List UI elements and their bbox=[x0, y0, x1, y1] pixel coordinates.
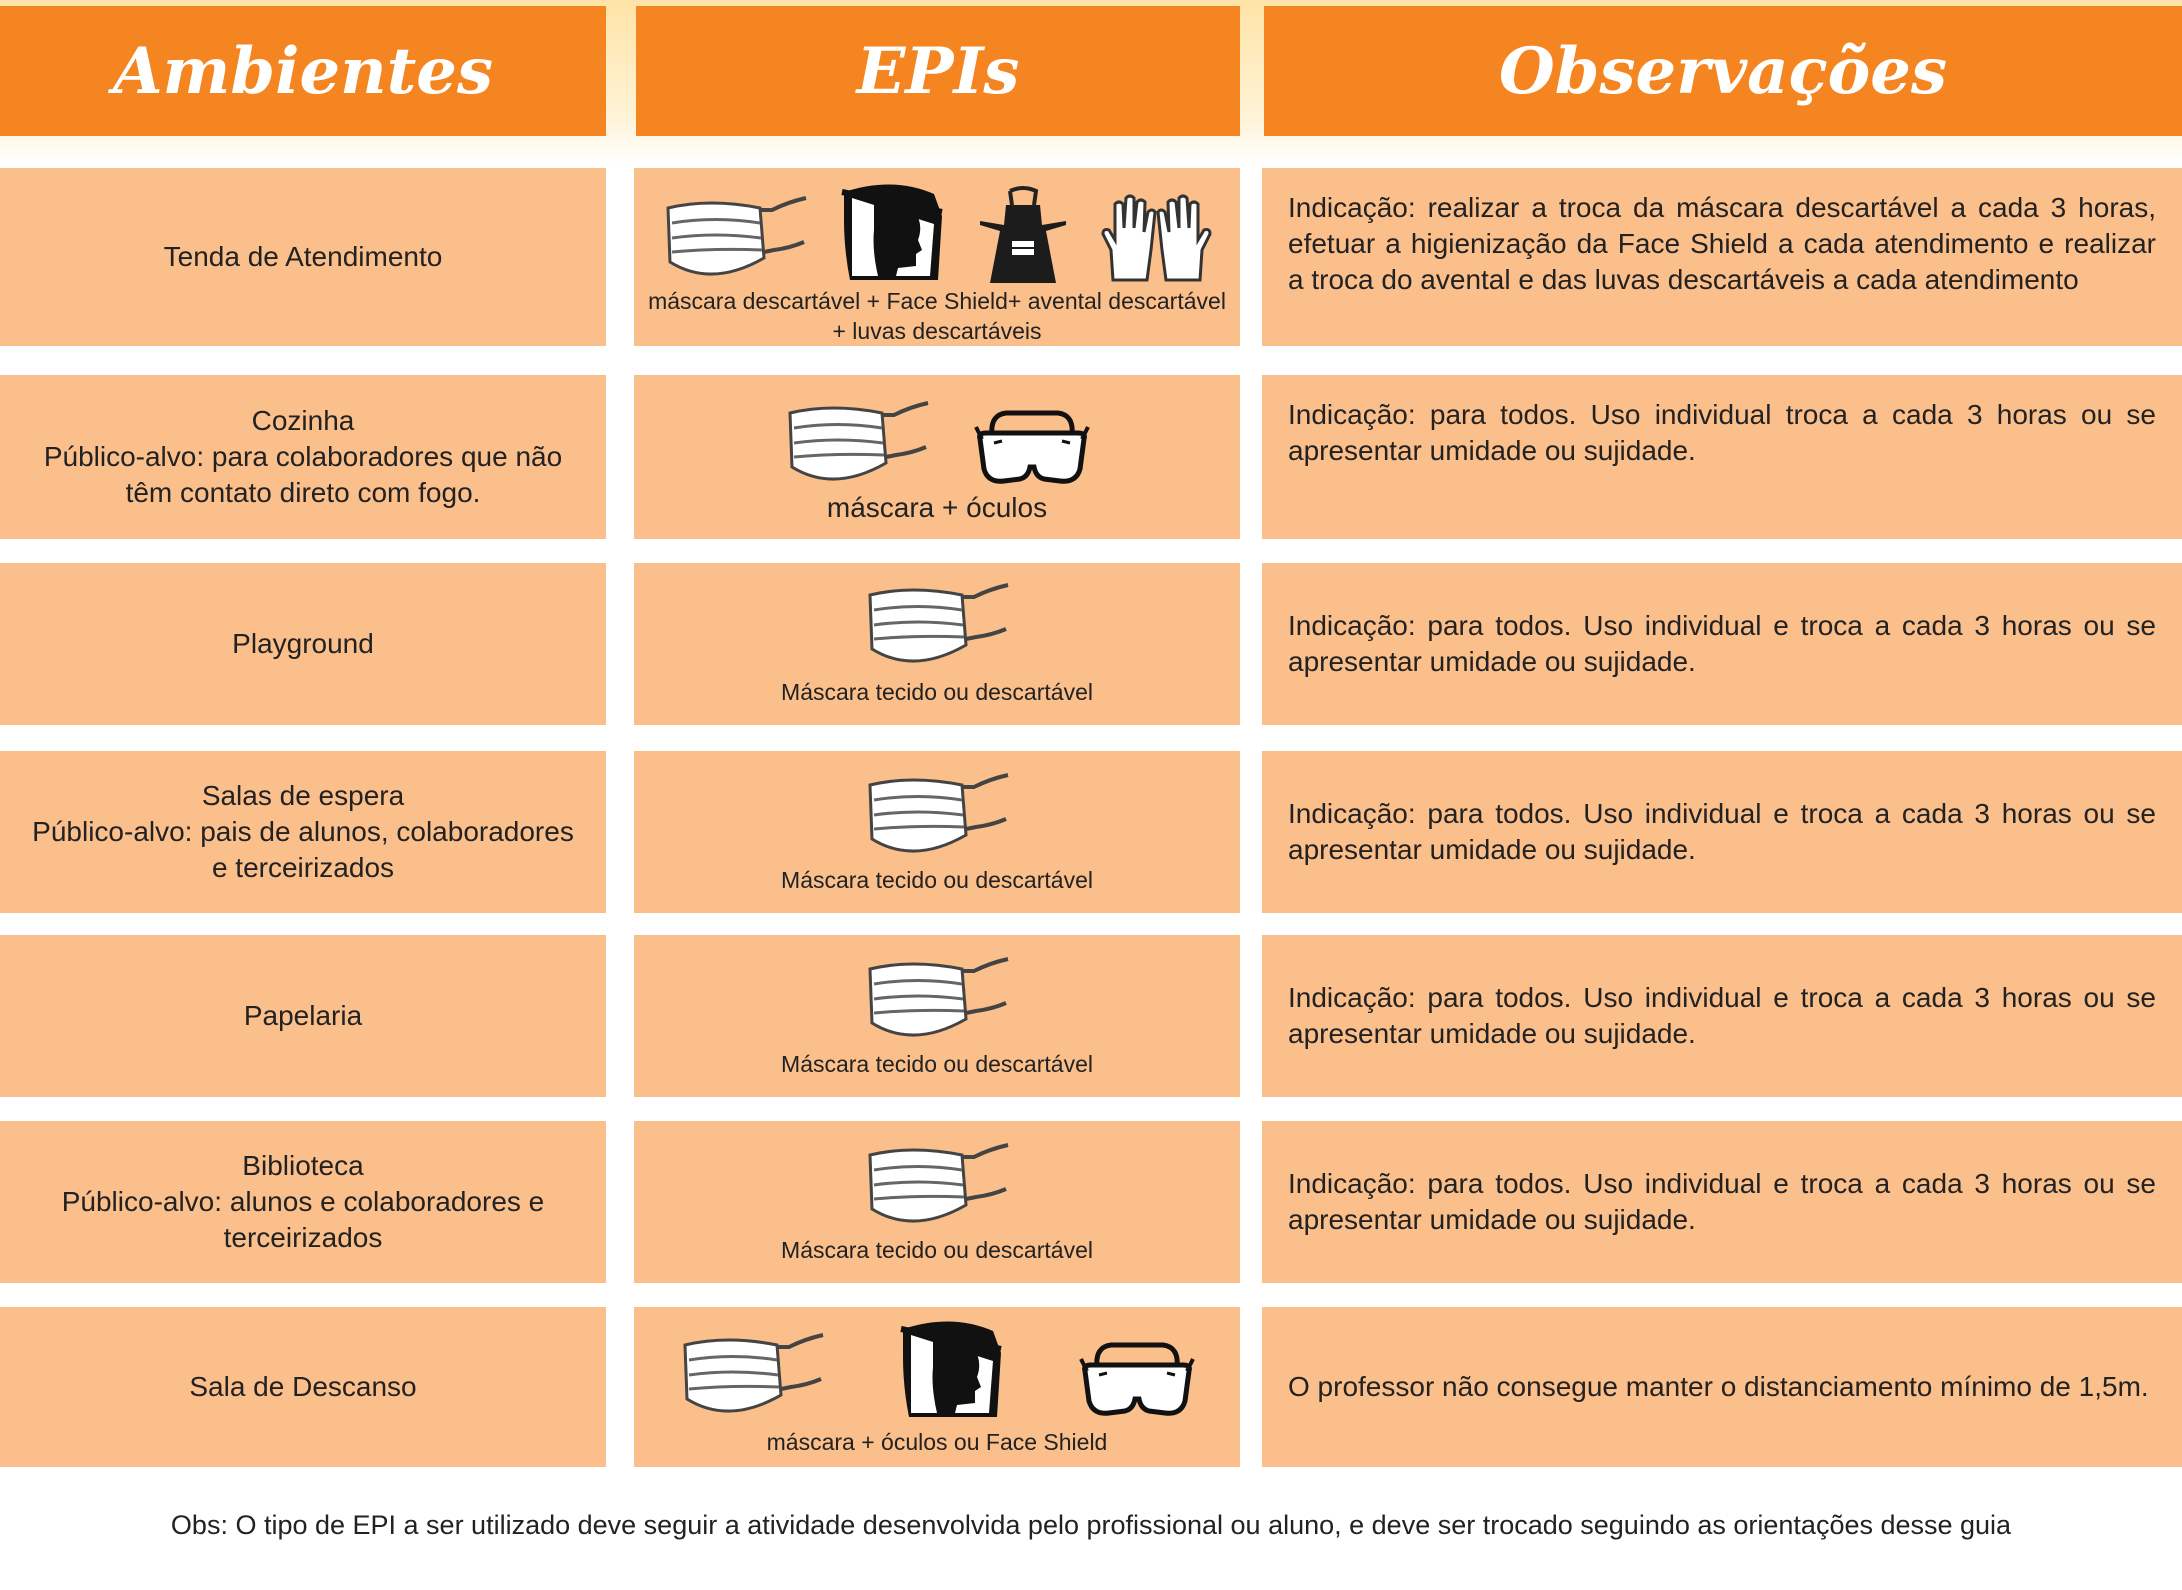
mask-icon bbox=[660, 190, 810, 285]
ambiente-name: Biblioteca bbox=[242, 1150, 364, 1181]
goggles-icon bbox=[1077, 1337, 1197, 1422]
epi-caption-line: Máscara tecido ou descartável bbox=[781, 679, 1093, 705]
epi-caption-line: Máscara tecido ou descartável bbox=[781, 1051, 1093, 1077]
ambiente-cell bbox=[0, 563, 606, 725]
epi-caption-line: + luvas descartáveis bbox=[832, 318, 1042, 344]
observacao-text: Indicação: para todos. Uso individual e troca a cada 3 horas ou se apresentar umidade ou sujidade. bbox=[1288, 610, 2156, 677]
mask-icon bbox=[862, 1137, 1012, 1232]
ambiente-name: Cozinha bbox=[251, 405, 355, 436]
observacao-text: Indicação: para todos. Uso individual e troca a cada 3 horas ou se apresentar umidade ou sujidade. bbox=[1288, 982, 2156, 1049]
mask-icon bbox=[677, 1327, 827, 1422]
mask-icon bbox=[862, 951, 1012, 1046]
apron-icon bbox=[976, 185, 1071, 285]
ambiente-name: Tenda de Atendimento bbox=[163, 241, 443, 272]
epi-caption bbox=[634, 865, 1240, 895]
observacao-cell bbox=[1262, 1121, 2182, 1283]
ambiente-public: Público-alvo: para colaboradores que não bbox=[43, 441, 563, 472]
observacao-cell bbox=[1262, 935, 2182, 1097]
ambiente-name: Salas de espera bbox=[201, 780, 405, 811]
epi-cell bbox=[634, 935, 1240, 1097]
epi-caption bbox=[634, 1049, 1240, 1079]
observacao-cell bbox=[1262, 563, 2182, 725]
observacao-text: Indicação: para todos. Uso individual troca a cada 3 horas ou se apresentar umidade ou sujidade. bbox=[1288, 399, 2156, 466]
ambiente-name: Sala de Descanso bbox=[189, 1371, 417, 1402]
ambiente-public: Público-alvo: alunos e colaboradores e bbox=[61, 1186, 545, 1217]
epi-caption-line: Máscara tecido ou descartável bbox=[781, 1237, 1093, 1263]
epi-cell bbox=[634, 563, 1240, 725]
header-ambientes: Ambientes bbox=[0, 6, 606, 136]
observacao-cell bbox=[1262, 168, 2182, 346]
ambiente-public: têm contato direto com fogo. bbox=[125, 477, 481, 508]
epi-caption-line: máscara descartável + Face Shield+ avental descartável bbox=[648, 288, 1226, 314]
epi-caption bbox=[634, 1427, 1240, 1457]
epi-caption-line: máscara + óculos ou Face Shield bbox=[766, 1429, 1108, 1455]
goggles-icon bbox=[972, 405, 1092, 490]
observacao-text: Indicação: realizar a troca da máscara descartável a cada 3 horas, efetuar a higienização da Face Shield a cada atendimento e realizar a troca do avental e das luvas descartáveis a cada atendimento bbox=[1288, 192, 2156, 295]
mask-icon bbox=[782, 395, 932, 490]
ambiente-cell bbox=[0, 935, 606, 1097]
epi-caption-line: Máscara tecido ou descartável bbox=[781, 867, 1093, 893]
ambiente-cell bbox=[0, 375, 606, 539]
observacao-cell bbox=[1262, 375, 2182, 539]
epi-cell bbox=[634, 375, 1240, 539]
epi-caption bbox=[634, 286, 1240, 346]
ambiente-public: terceirizados bbox=[223, 1222, 383, 1253]
header-observacoes: Observações bbox=[1264, 6, 2182, 136]
face-shield-icon bbox=[838, 180, 948, 285]
ambiente-cell bbox=[0, 1121, 606, 1283]
ambiente-public: e terceirizados bbox=[211, 852, 395, 883]
epi-caption bbox=[634, 677, 1240, 707]
ambiente-name: Papelaria bbox=[243, 1000, 363, 1031]
gloves-icon bbox=[1099, 190, 1214, 285]
mask-icon bbox=[862, 767, 1012, 862]
epi-caption bbox=[634, 493, 1240, 523]
observacao-text: Indicação: para todos. Uso individual e troca a cada 3 horas ou se apresentar umidade ou sujidade. bbox=[1288, 798, 2156, 865]
observacao-text: O professor não consegue manter o distanciamento mínimo de 1,5m. bbox=[1288, 1371, 2149, 1402]
observacao-text: Indicação: para todos. Uso individual e troca a cada 3 horas ou se apresentar umidade ou sujidade. bbox=[1288, 1168, 2156, 1235]
epi-cell bbox=[634, 751, 1240, 913]
ambiente-cell bbox=[0, 751, 606, 913]
ambiente-cell bbox=[0, 1307, 606, 1467]
epi-cell bbox=[634, 1121, 1240, 1283]
ambiente-public: Público-alvo: pais de alunos, colaboradores bbox=[32, 816, 574, 847]
observacao-cell bbox=[1262, 1307, 2182, 1467]
epi-cell bbox=[634, 1307, 1240, 1467]
face-shield-icon bbox=[897, 1317, 1007, 1422]
epi-cell bbox=[634, 168, 1240, 346]
ambiente-cell bbox=[0, 168, 606, 346]
ambiente-name: Playground bbox=[232, 628, 374, 659]
mask-icon bbox=[862, 577, 1012, 672]
header-epis: EPIs bbox=[636, 6, 1240, 136]
observacao-cell bbox=[1262, 751, 2182, 913]
epi-caption-line: máscara + óculos bbox=[826, 492, 1048, 523]
epi-caption bbox=[634, 1235, 1240, 1265]
footer-note: Obs: O tipo de EPI a ser utilizado deve seguir a atividade desenvolvida pelo profissional ou aluno, e deve ser trocado seguindo as orientações desse guia bbox=[170, 1510, 2012, 1540]
